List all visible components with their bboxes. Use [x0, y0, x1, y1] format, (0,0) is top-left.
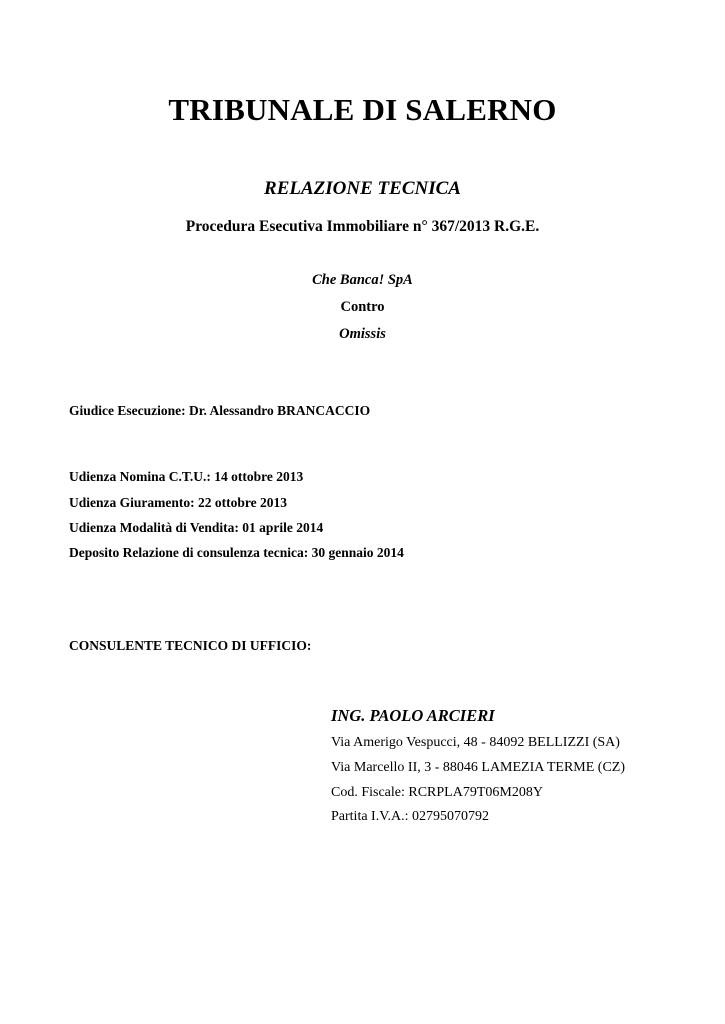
- consultant-tax-code: Cod. Fiscale: RCRPLA79T06M208Y: [331, 785, 543, 800]
- versus-label: Contro: [340, 299, 385, 315]
- consultant-vat-number: Partita I.V.A.: 02795070792: [331, 809, 490, 824]
- consultant-address-1: Via Amerigo Vespucci, 48 - 84092 BELLIZZI (SA): [331, 735, 620, 750]
- debtor-party: Omissis: [339, 326, 386, 342]
- creditor-party: Che Banca! SpA: [312, 272, 413, 288]
- consultant-name: ING. PAOLO ARCIERI: [331, 706, 495, 725]
- report-title: RELAZIONE TECNICA: [264, 178, 461, 199]
- judge-line: Giudice Esecuzione: Dr. Alessandro BRANCACCIO: [69, 403, 371, 418]
- hearing-sale-mode-date: Udienza Modalità di Vendita: 01 aprile 2014: [69, 520, 324, 535]
- report-filing-date: Deposito Relazione di consulenza tecnica: 30 gennaio 2014: [69, 545, 404, 560]
- court-title: TRIBUNALE DI SALERNO: [168, 92, 557, 127]
- consultant-heading: CONSULENTE TECNICO DI UFFICIO:: [69, 638, 312, 653]
- consultant-address-2: Via Marcello II, 3 - 88046 LAMEZIA TERME (CZ): [331, 760, 626, 775]
- procedure-number: Procedura Esecutiva Immobiliare n° 367/2013 R.G.E.: [185, 218, 540, 235]
- hearing-oath-date: Udienza Giuramento: 22 ottobre 2013: [69, 495, 287, 510]
- hearing-appointment-date: Udienza Nomina C.T.U.: 14 ottobre 2013: [69, 469, 304, 484]
